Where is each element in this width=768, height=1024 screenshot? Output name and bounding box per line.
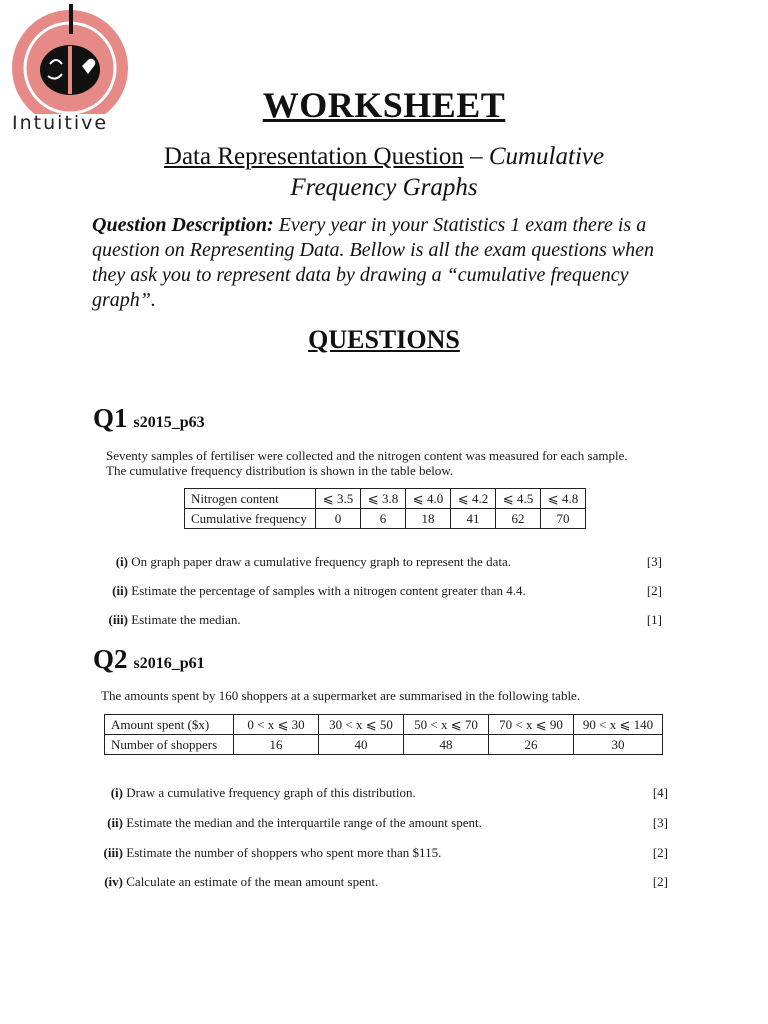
subtitle-italic-1: Cumulative (488, 143, 605, 170)
part-text: Estimate the number of shoppers who spent more than $115. (126, 845, 442, 860)
table-cell: 70 (541, 509, 586, 529)
subtitle-topic: Data Representation Question (163, 143, 464, 170)
part-number: (i) (115, 554, 128, 569)
table-row (185, 509, 586, 529)
table-cell: 30 (574, 735, 663, 755)
part-text: On graph paper draw a cumulative frequency graph to represent the data. (131, 554, 511, 569)
q1-part-iii (106, 612, 241, 628)
table-cell: ⩽ 3.8 (361, 489, 406, 509)
table-cell: 40 (319, 735, 404, 755)
q2-intro: The amounts spent by 160 shoppers at a supermarket are summarised in the following table. (101, 688, 581, 703)
part-number: (ii) (107, 815, 123, 830)
q1-intro-line-2: The cumulative frequency distribution is shown in the table below. (106, 463, 454, 478)
part-number: (iii) (103, 845, 123, 860)
table-cell: 30 < x ⩽ 50 (319, 715, 404, 735)
table-cell: ⩽ 3.5 (316, 489, 361, 509)
part-text: Draw a cumulative frequency graph of this distribution. (126, 785, 416, 800)
page-title: WORKSHEET (262, 85, 506, 125)
part-text: Estimate the median. (131, 612, 241, 627)
table-cell: 41 (451, 509, 496, 529)
table-cell: 0 (316, 509, 361, 529)
q2-part-ii-marks: [3] (652, 815, 668, 830)
q1-table (184, 488, 586, 529)
part-text: Estimate the percentage of samples with a nitrogen content greater than 4.4. (131, 583, 526, 598)
subtitle-italic-2: Frequency Graphs (290, 174, 478, 201)
table-cell: 16 (234, 735, 319, 755)
q2-part-i-marks: [4] (652, 785, 668, 800)
q1-row2-label: Cumulative frequency (185, 509, 316, 529)
q1-intro-line-1: Seventy samples of fertiliser were collected and the nitrogen content was measured for each sample. (106, 448, 628, 463)
table-cell: ⩽ 4.2 (451, 489, 496, 509)
table-cell: ⩽ 4.0 (406, 489, 451, 509)
table-cell: 18 (406, 509, 451, 529)
table-cell: 26 (489, 735, 574, 755)
q1-heading (93, 403, 205, 434)
table-row (185, 489, 586, 509)
q2-heading (93, 644, 205, 675)
description-text: Every year in your Statistics 1 exam there is a question on Representing Data. Bellow is all the exam questions when they ask you to represent data by drawing a “cumulative frequency graph”. (92, 214, 654, 311)
brand-name: Intuitive (12, 112, 109, 134)
q1-row1-label: Nitrogen content (185, 489, 316, 509)
part-text: Estimate the median and the interquartile range of the amount spent. (126, 815, 482, 830)
table-row (105, 715, 663, 735)
q2-row2-label: Number of shoppers (105, 735, 234, 755)
q2-part-iv (101, 874, 378, 890)
q2-code: s2016_p61 (133, 655, 205, 672)
q2-table (104, 714, 663, 755)
q1-part-ii-marks: [2] (646, 583, 662, 598)
q1-part-i-marks: [3] (646, 554, 662, 569)
q1-number: Q1 (93, 403, 128, 433)
q2-part-i (101, 785, 416, 801)
q2-part-ii (101, 815, 482, 831)
part-text: Calculate an estimate of the mean amount spent. (126, 874, 379, 889)
table-cell: 50 < x ⩽ 70 (404, 715, 489, 735)
part-number: (iii) (108, 612, 128, 627)
table-cell: 48 (404, 735, 489, 755)
q2-row1-label: Amount spent ($x) (105, 715, 234, 735)
questions-heading: QUESTIONS (308, 325, 460, 354)
part-number: (i) (110, 785, 123, 800)
table-cell: 70 < x ⩽ 90 (489, 715, 574, 735)
q2-part-iv-marks: [2] (652, 874, 668, 889)
page-subtitle (60, 141, 708, 203)
table-cell: 6 (361, 509, 406, 529)
table-cell: 0 < x ⩽ 30 (234, 715, 319, 735)
part-number: (iv) (104, 874, 123, 889)
table-row (105, 735, 663, 755)
table-cell: 90 < x ⩽ 140 (574, 715, 663, 735)
q1-part-ii (106, 583, 526, 599)
table-cell: ⩽ 4.8 (541, 489, 586, 509)
q2-number: Q2 (93, 644, 128, 674)
subtitle-dash: – (470, 143, 483, 170)
q1-code: s2015_p63 (133, 414, 205, 431)
q2-part-iii-marks: [2] (652, 845, 668, 860)
q1-part-iii-marks: [1] (646, 612, 662, 627)
description-label: Question Description: (92, 214, 274, 236)
q1-part-i (106, 554, 511, 570)
part-number: (ii) (112, 583, 128, 598)
table-cell: 62 (496, 509, 541, 529)
q2-part-iii (101, 845, 441, 861)
table-cell: ⩽ 4.5 (496, 489, 541, 509)
question-description (92, 213, 692, 313)
q1-intro (106, 448, 726, 478)
